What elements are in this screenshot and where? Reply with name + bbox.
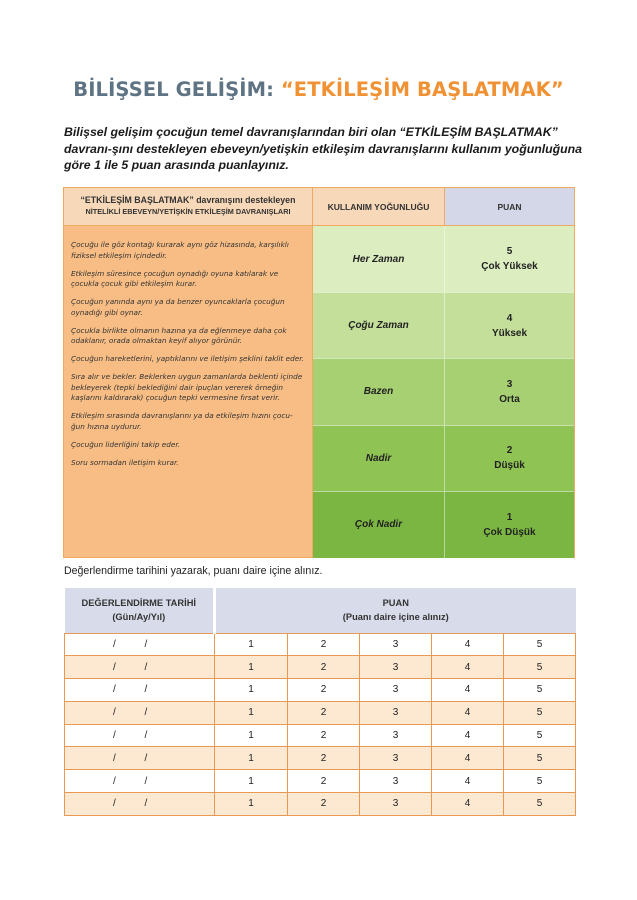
point-option-5[interactable]: 5	[504, 656, 576, 679]
behavior-item: Çocuğun yanında aynı ya da benzer oyuncaklarla çocuğun oynadığı gibi oynar.	[71, 297, 285, 317]
date-cell[interactable]: / /	[65, 770, 215, 793]
point-option-5[interactable]: 5	[504, 747, 576, 770]
date-cell[interactable]: / /	[65, 724, 215, 747]
point-option-4[interactable]: 4	[432, 793, 504, 816]
title-prefix: BİLİŞSEL GELİŞİM:	[73, 78, 274, 101]
point-option-4[interactable]: 4	[432, 633, 504, 656]
level-frequency: Çok Nadir	[313, 492, 445, 558]
point-option-4[interactable]: 4	[432, 701, 504, 724]
level-score	[445, 492, 574, 558]
behavior-item: Etkileşim süresince çocuğun oynadığı oyuna katılarak ve çocukla çocuk gibi etkileşim kurar.	[71, 268, 279, 288]
level-score	[445, 359, 574, 424]
point-option-5[interactable]: 5	[504, 679, 576, 702]
point-option-1[interactable]: 1	[215, 793, 288, 816]
point-option-3[interactable]: 3	[360, 747, 432, 770]
level-score-label: Orta	[499, 393, 520, 405]
header-score: PUAN	[445, 188, 574, 226]
point-option-4[interactable]: 4	[432, 656, 504, 679]
evaluation-row	[65, 793, 576, 816]
level-frequency: Bazen	[313, 359, 445, 424]
date-cell[interactable]: / /	[65, 633, 215, 656]
point-option-4[interactable]: 4	[432, 770, 504, 793]
point-option-1[interactable]: 1	[215, 747, 288, 770]
level-score-label: Çok Yüksek	[481, 261, 538, 273]
point-option-5[interactable]: 5	[504, 770, 576, 793]
level-score-label: Çok Düşük	[483, 526, 536, 538]
point-option-1[interactable]: 1	[215, 770, 288, 793]
level-score-label: Düşük	[494, 460, 525, 472]
behavior-item: Soru sormadan iletişim kurar.	[71, 457, 179, 467]
point-option-3[interactable]: 3	[360, 656, 432, 679]
level-score-number: 3	[506, 378, 513, 390]
point-option-1[interactable]: 1	[215, 633, 288, 656]
point-option-5[interactable]: 5	[504, 701, 576, 724]
evaluation-row	[65, 701, 576, 724]
level-score-number: 5	[506, 246, 513, 258]
behavior-item: Çocuğu ile göz kontağı kurarak aynı göz hizasında, karşılıklı fiziksel etkileşim içindedir.	[71, 240, 289, 260]
behavior-item: Çocuğun liderliğini takip eder.	[71, 439, 181, 449]
evaluation-row	[65, 679, 576, 702]
point-option-3[interactable]: 3	[360, 701, 432, 724]
level-score-label: Yüksek	[491, 327, 528, 339]
level-score-number: 2	[506, 445, 513, 457]
point-option-4[interactable]: 4	[432, 747, 504, 770]
header-date-line1: DEĞERLENDİRME TARİHİ	[81, 598, 196, 609]
header-points-line2: (Puanı daire içine alınız)	[342, 612, 449, 623]
level-frequency: Çoğu Zaman	[313, 293, 445, 358]
point-option-2[interactable]: 2	[288, 701, 360, 724]
point-option-3[interactable]: 3	[360, 633, 432, 656]
date-cell[interactable]: / /	[65, 701, 215, 724]
header-behaviors-line2: NİTELİKLİ EBEVEYN/YETİŞKİN ETKİLEŞİM DAVRANIŞLARI	[85, 207, 291, 216]
point-option-2[interactable]: 2	[288, 656, 360, 679]
behavior-item: Sıra alır ve bekler. Beklerken uygun zamanlarda beklenti içinde bekleyerek (tepki beklediğini dair ipuçları vererek örneğin kaşlarını kaldırarak) çocuğun tepki vermesine fırsat verir.	[71, 372, 303, 402]
level-frequency: Her Zaman	[313, 226, 445, 292]
level-frequency: Nadir	[313, 426, 445, 491]
point-option-2[interactable]: 2	[288, 724, 360, 747]
header-behaviors	[64, 188, 313, 226]
date-cell[interactable]: / /	[65, 747, 215, 770]
point-option-2[interactable]: 2	[288, 679, 360, 702]
header-date	[65, 588, 215, 633]
instruction-note: Değerlendirme tarihini yazarak, puanı daire içine alınız.	[64, 565, 323, 577]
title-highlight: “ETKİLEŞİM BAŞLATMAK”	[280, 78, 564, 101]
header-points-line1: PUAN	[382, 598, 409, 609]
point-option-2[interactable]: 2	[288, 747, 360, 770]
point-option-2[interactable]: 2	[288, 793, 360, 816]
page-title	[0, 78, 637, 101]
evaluation-row	[65, 747, 576, 770]
behaviors-list	[64, 226, 313, 557]
level-row	[313, 425, 574, 491]
level-score	[445, 293, 574, 358]
point-option-3[interactable]: 3	[360, 793, 432, 816]
point-option-5[interactable]: 5	[504, 724, 576, 747]
point-option-4[interactable]: 4	[432, 724, 504, 747]
level-score-number: 4	[506, 312, 513, 324]
date-cell[interactable]: / /	[65, 656, 215, 679]
level-score	[445, 426, 574, 491]
point-option-1[interactable]: 1	[215, 724, 288, 747]
intro-text: Bilişsel gelişim çocuğun temel davranışlarından biri olan “ETKİLEŞİM BAŞLATMAK” davranı-şını destekleyen ebeveyn/yetişkin etkileşim davranışlarını kullanım yoğunluğuna göre 1 ile 5 puan arasında puanlayınız.	[64, 125, 583, 172]
point-option-2[interactable]: 2	[288, 633, 360, 656]
level-row	[313, 226, 574, 292]
behavior-item: Etkileşim sırasında davranışlarını ya da etkileşim hızını çocu-ğun hızına uydurur.	[71, 411, 293, 431]
date-cell[interactable]: / /	[65, 679, 215, 702]
header-points	[215, 588, 576, 633]
point-option-1[interactable]: 1	[215, 701, 288, 724]
evaluation-table	[64, 588, 576, 816]
level-row	[313, 292, 574, 358]
point-option-4[interactable]: 4	[432, 679, 504, 702]
level-row	[313, 358, 574, 424]
point-option-2[interactable]: 2	[288, 770, 360, 793]
date-cell[interactable]: / /	[65, 793, 215, 816]
behaviors-table	[63, 187, 575, 558]
point-option-3[interactable]: 3	[360, 724, 432, 747]
level-score	[445, 226, 574, 292]
point-option-1[interactable]: 1	[215, 656, 288, 679]
point-option-3[interactable]: 3	[360, 679, 432, 702]
behavior-item: Çocuğun hareketlerini, yaptıklarını ve iletişim şeklini taklit eder.	[71, 354, 304, 363]
evaluation-row	[65, 656, 576, 679]
point-option-3[interactable]: 3	[360, 770, 432, 793]
point-option-1[interactable]: 1	[215, 679, 288, 702]
header-behaviors-line1: “ETKİLEŞİM BAŞLATMAK” davranışını destekleyen	[80, 195, 296, 205]
behavior-item: Çocukla birlikte olmanın hazına ya da eğlenmeye daha çok odaklanır, orada olmaktan keyif alıyor görünür.	[71, 325, 287, 345]
header-frequency: KULLANIM YOĞUNLUĞU	[313, 188, 445, 226]
level-row	[313, 491, 574, 558]
header-date-line2: (Gün/Ay/Yıl)	[112, 612, 166, 623]
point-option-5[interactable]: 5	[504, 793, 576, 816]
evaluation-row	[65, 633, 576, 656]
level-score-number: 1	[506, 511, 513, 523]
evaluation-row	[65, 770, 576, 793]
point-option-5[interactable]: 5	[504, 633, 576, 656]
evaluation-row	[65, 724, 576, 747]
